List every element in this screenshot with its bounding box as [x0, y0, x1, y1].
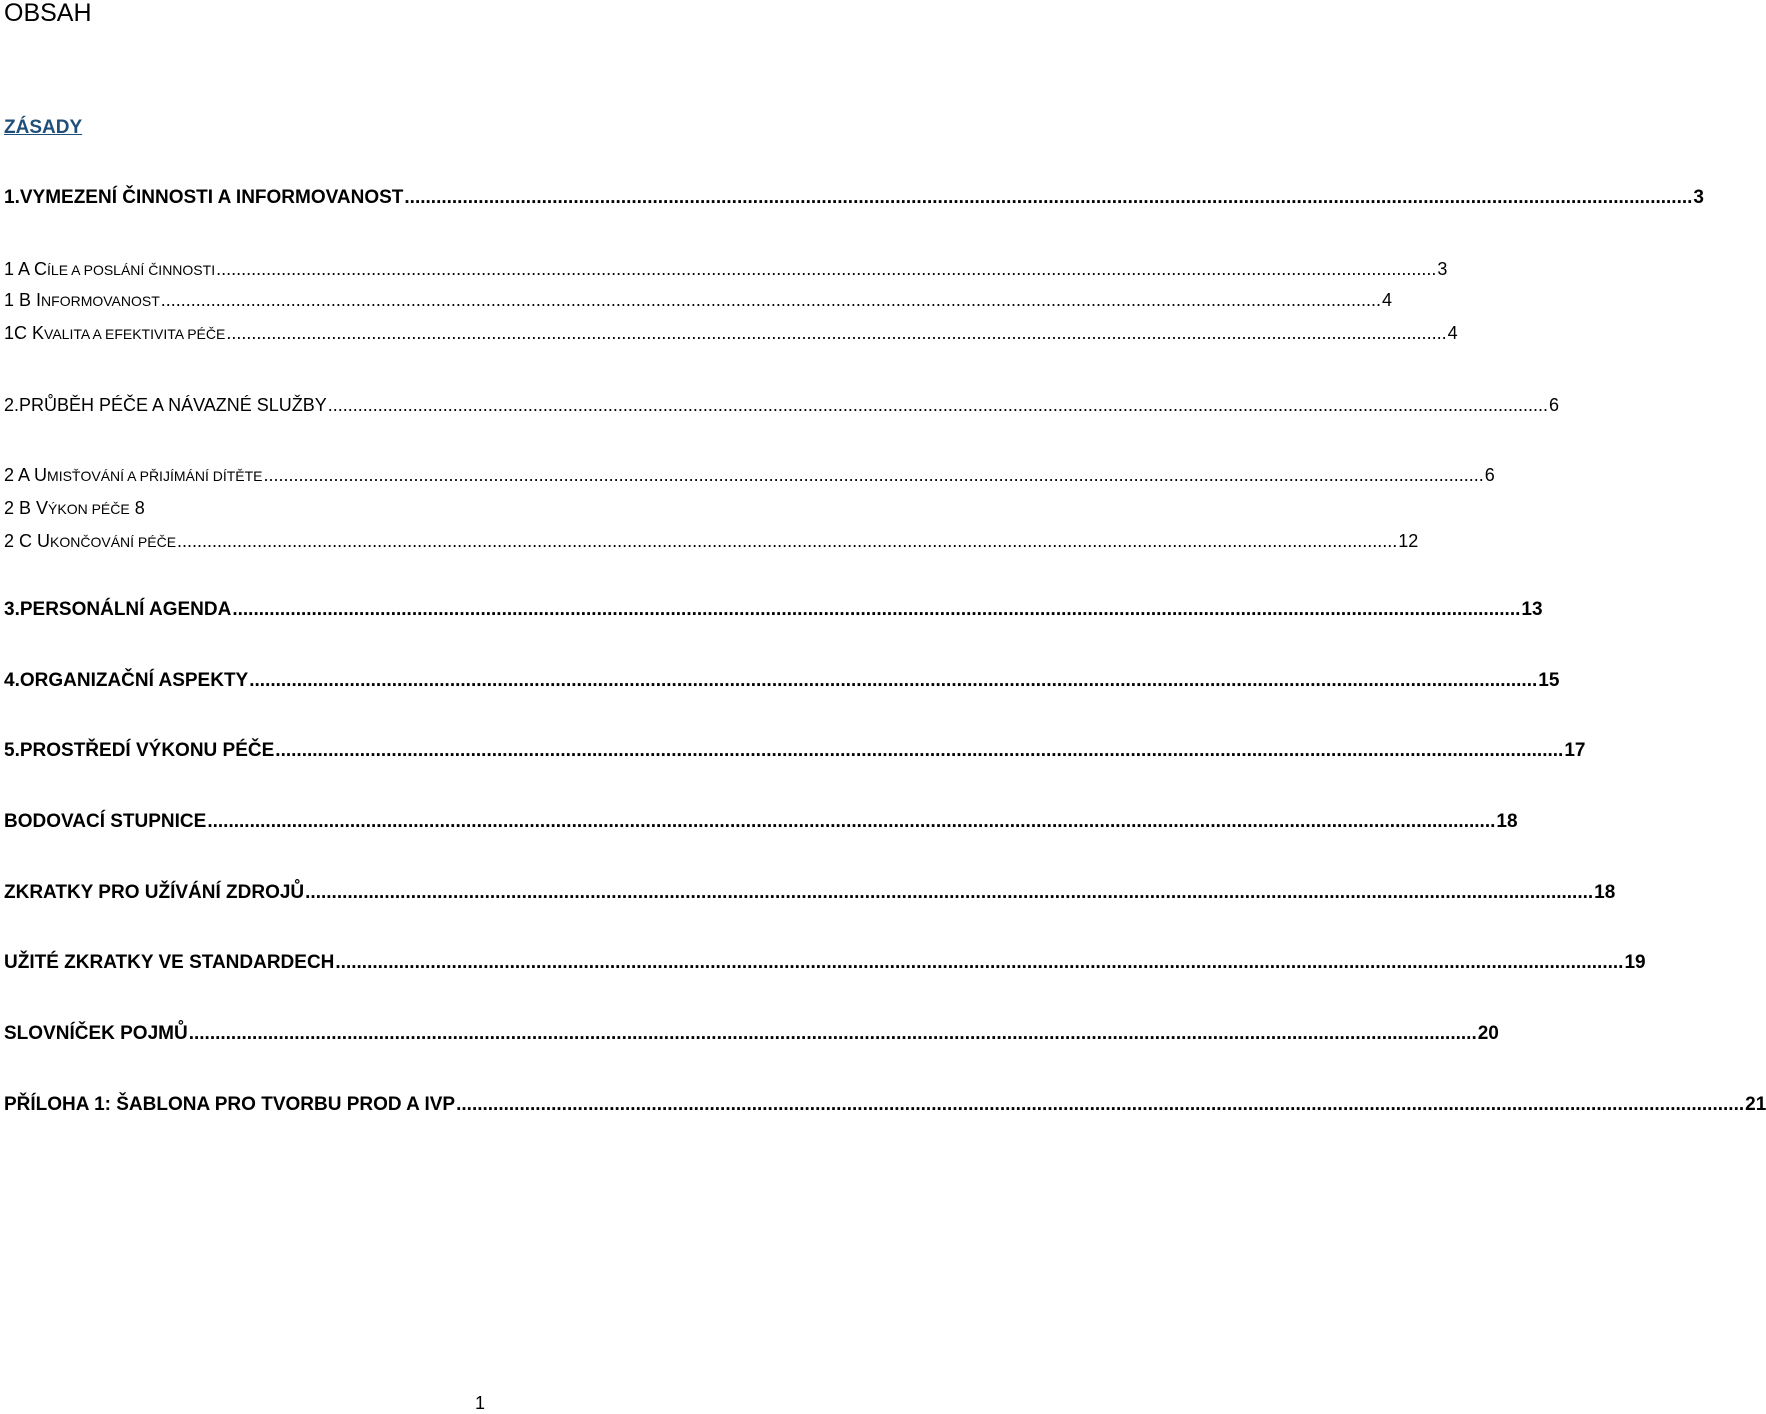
- toc-entry-zkratky-standardy[interactable]: [4, 951, 1646, 975]
- toc-entry-label: ÍLE A POSLÁNÍ ČINNOSTI: [47, 262, 216, 278]
- toc-entry-section-5[interactable]: [4, 739, 1586, 763]
- toc-entry-number: 2.: [4, 395, 20, 415]
- toc-entry-priloha-1[interactable]: [4, 1093, 1766, 1117]
- toc-leader-dots: [161, 288, 1381, 312]
- toc-entry-label: MISŤOVÁNÍ A PŘIJÍMÁNÍ DÍTĚTE: [47, 468, 263, 484]
- toc-entry-label: ORGANIZAČNÍ ASPEKTY: [19, 670, 249, 691]
- toc-entry-label: ZKRATKY PRO UŽÍVÁNÍ ZDROJŮ: [4, 882, 305, 903]
- toc-entry-page: 8: [134, 498, 145, 518]
- toc-entry-section-1[interactable]: [4, 186, 1704, 210]
- toc-entry-1b[interactable]: [4, 288, 1393, 313]
- toc-leader-dots: [305, 881, 1593, 905]
- toc-entry-page: 18: [1594, 882, 1616, 903]
- toc-leader-dots: [335, 951, 1623, 975]
- toc-entry-prefix: 2 A U: [4, 465, 48, 485]
- toc-leader-dots: [249, 669, 1537, 693]
- toc-entry-label: UŽITÉ ZKRATKY VE STANDARDECH: [4, 952, 335, 973]
- toc-entry-label: NFORMOVANOST: [41, 293, 160, 309]
- toc-entry-page: 20: [1477, 1023, 1499, 1044]
- toc-entry-number: 1.: [4, 187, 20, 208]
- toc-entry-number: 5.: [4, 740, 20, 761]
- toc-entry-page: 6: [1549, 395, 1560, 415]
- toc-entry-page: 3: [1437, 259, 1448, 279]
- toc-entry-page: 18: [1496, 811, 1518, 832]
- toc-leader-dots: [232, 598, 1520, 622]
- toc-entry-label: VYMEZENÍ ČINNOSTI A INFORMOVANOST: [19, 187, 404, 208]
- toc-entry-page: 3: [1693, 187, 1704, 208]
- toc-entry-label: VALITA A EFEKTIVITA PÉČE: [44, 326, 226, 342]
- toc-entry-page: 12: [1398, 531, 1419, 551]
- toc-entry-prefix: 2 B V: [4, 498, 49, 518]
- toc-entry-2c[interactable]: [4, 529, 1419, 554]
- toc-entry-page: 6: [1484, 465, 1495, 485]
- toc-entry-page: 15: [1538, 670, 1560, 691]
- toc-leader-dots: [216, 257, 1436, 281]
- toc-leader-dots: [207, 810, 1495, 834]
- toc-entry-prefix: 1 B I: [4, 290, 42, 310]
- toc-entry-page: 4: [1382, 290, 1393, 310]
- toc-entry-label: SLOVNÍČEK POJMŮ: [4, 1023, 188, 1044]
- page-title: OBSAH: [4, 0, 92, 27]
- toc-entry-prefix: 2 C U: [4, 531, 51, 551]
- toc-entry-2a[interactable]: [4, 463, 1495, 488]
- toc-leader-dots: [177, 529, 1397, 553]
- toc-entry-slovnicek[interactable]: [4, 1022, 1499, 1046]
- toc-entry-1a[interactable]: [4, 257, 1448, 282]
- toc-leader-dots: [264, 463, 1484, 487]
- toc-entry-bodovaci-stupnice[interactable]: [4, 810, 1518, 834]
- toc-leader-dots: [275, 739, 1563, 763]
- toc-entry-prefix: 1 A C: [4, 259, 48, 279]
- toc-entry-number: 4.: [4, 670, 20, 691]
- toc-entry-2b[interactable]: [4, 496, 145, 521]
- toc-entry-page: 17: [1564, 740, 1586, 761]
- toc-leader-dots: [328, 393, 1548, 417]
- toc-leader-dots: [404, 186, 1692, 210]
- toc-entry-zkratky-zdroju[interactable]: [4, 881, 1616, 905]
- toc-entry-section-3[interactable]: [4, 598, 1543, 622]
- toc-leader-dots: [456, 1093, 1744, 1117]
- toc-leader-dots: [189, 1022, 1477, 1046]
- toc-entry-label: BODOVACÍ STUPNICE: [4, 811, 207, 832]
- toc-link-zasady[interactable]: ZÁSADY: [4, 117, 83, 138]
- toc-entry-page: 21: [1745, 1094, 1766, 1115]
- toc-entry-label: PRŮBĚH PÉČE A NÁVAZNÉ SLUŽBY: [19, 395, 327, 415]
- toc-entry-1c[interactable]: [4, 321, 1458, 346]
- toc-entry-page: 4: [1447, 323, 1458, 343]
- toc-entry-page: 19: [1624, 952, 1646, 973]
- toc-entry-prefix: 1C K: [4, 323, 45, 343]
- toc-leader-dots: [226, 321, 1446, 345]
- toc-entry-page: 13: [1521, 599, 1543, 620]
- toc-entry-section-2[interactable]: [4, 393, 1560, 417]
- toc-entry-number: 3.: [4, 599, 20, 620]
- toc-entry-label: PROSTŘEDÍ VÝKONU PÉČE: [19, 740, 275, 761]
- toc-entry-section-4[interactable]: [4, 669, 1560, 693]
- toc-entry-label: PŘÍLOHA 1: ŠABLONA PRO TVORBU PROD A IVP: [4, 1094, 456, 1115]
- toc-entry-label: PERSONÁLNÍ AGENDA: [19, 599, 232, 620]
- toc-entry-label: KONČOVÁNÍ PÉČE: [50, 534, 177, 550]
- toc-entry-label: ÝKON PÉČE: [48, 501, 130, 517]
- page-number: 1: [474, 1393, 485, 1413]
